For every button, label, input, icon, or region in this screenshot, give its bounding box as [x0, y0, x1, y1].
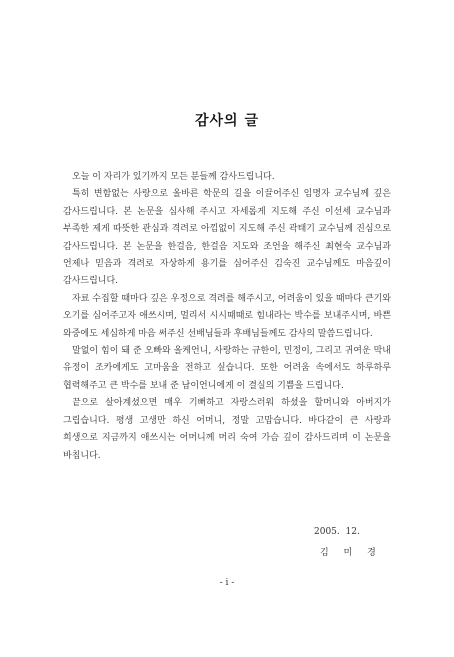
paragraph: 말없이 힘이 돼 준 오빠와 올케언니, 사랑하는 규한이, 민정이, 그리고 귀여운 막내 유정이 조카에게도 고마움을 전하고 싶습니다. 또한 어려움 속에서도 하루하루 협력해주고 큰 박수를 보내 준 남이언니에게 이 결실의 기쁨을 드립니다.	[63, 346, 391, 391]
page-title: 감사의 글	[195, 113, 259, 129]
paragraph: 자료 수집할 때마다 깊은 우정으로 격려를 해주시고, 어려움이 있을 때마다 큰기와 오기를 심어주고자 애쓰시며, 멀리서 시시때때로 힘내라는 박수를 보내주시며, 바쁜 와중에도 세심하게 마음 써주신 선배님들과 후배님들께도 감사의 말씀드립니다.	[63, 293, 391, 339]
author-name: 김 미 경	[320, 548, 382, 558]
signature-date: 2005. 12.	[314, 527, 360, 537]
page-number: - i -	[219, 578, 235, 588]
paragraph: 오늘 이 자리가 있기까지 모든 분들께 감사드립니다.	[72, 172, 275, 182]
paragraph: 특히 변함없는 사랑으로 올바른 학문의 길을 이끌어주신 임명자 교수님께 깊은 감사드립니다. 본 논문을 심사해 주시고 자세롭게 지도해 주신 이선세 교수님과 부족한 제게 따뜻한 관심과 격려로 아낌없이 지도해 주신 곽태기 교수님께 진심으로 감사드립니다. 본 논문을 한걸음, 한걸음 지도와 조언을 해주신 최현숙 교수님과 언제나 믿음과 격려로 자상하게 용기를 심어주신 김숙진 교수님께도 마음깊이 감사드립니다.	[63, 189, 391, 287]
acknowledgment-body	[63, 169, 391, 465]
paragraph: 끝으로 살아계셨으면 매우 기뻐하고 자랑스러워 하셨을 할머니와 아버지가 그립습니다. 평생 고생만 하신 어머니, 정말 고맙습니다. 바다같이 큰 사랑과 희생으로 지금까지 애쓰시는 어머니께 머리 숙여 가슴 깊이 감사드리며 이 논문을 바칩니다.	[63, 398, 391, 461]
